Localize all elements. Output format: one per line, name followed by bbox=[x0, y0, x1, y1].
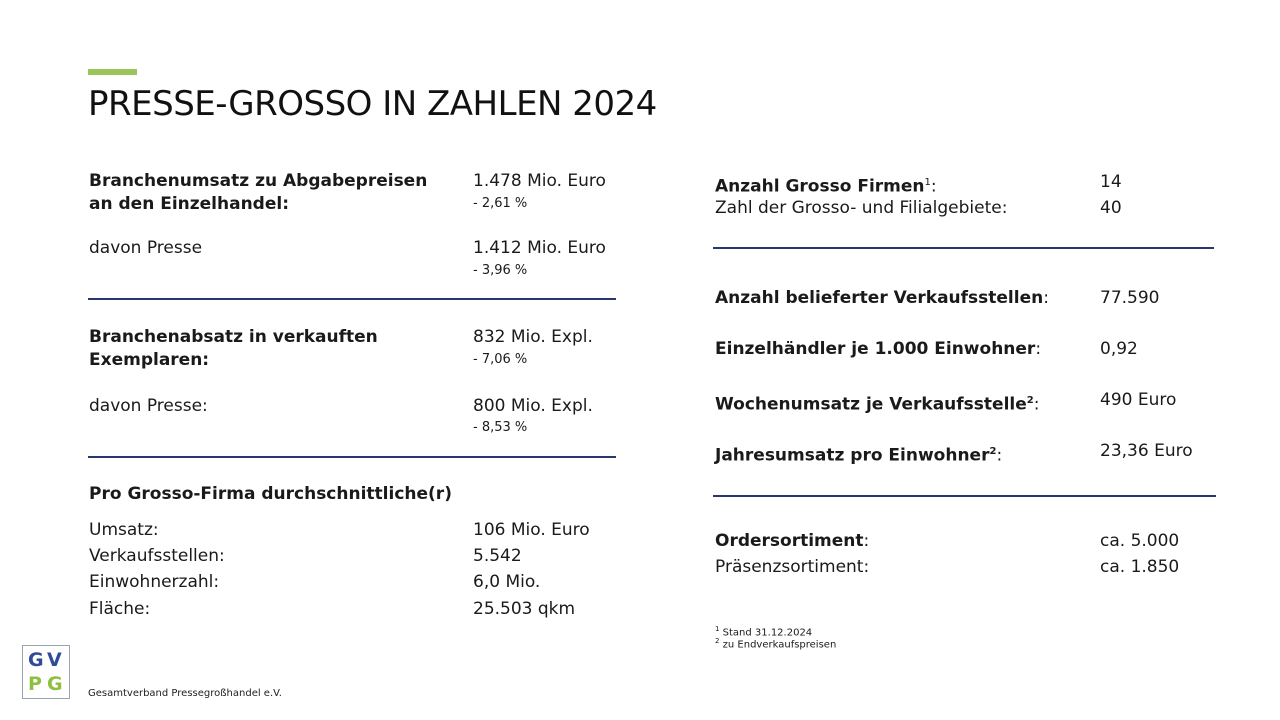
footnote-2 bbox=[715, 635, 836, 651]
firmen-colon: : bbox=[930, 176, 937, 197]
presse-absatz-change: - 8,53 % bbox=[473, 420, 528, 435]
jahresumsatz-row bbox=[715, 440, 1002, 468]
firmen-label: Anzahl Grosso Firmen bbox=[715, 176, 925, 197]
ordersortiment-label: Ordersortiment bbox=[715, 531, 864, 551]
presse-umsatz-label: davon Presse bbox=[89, 238, 203, 258]
wochenumsatz-label: Wochenumsatz je Verkaufsstelle bbox=[715, 394, 1027, 415]
wochenumsatz-colon: : bbox=[1033, 394, 1040, 415]
praesenz-label: Präsenzsortiment: bbox=[715, 557, 870, 577]
pro-firma-row-value: 5.542 bbox=[473, 546, 522, 566]
footnote-2-text: zu Endverkaufspreisen bbox=[722, 639, 837, 651]
wochenumsatz-row bbox=[715, 389, 1039, 417]
praesenz-value: ca. 1.850 bbox=[1100, 557, 1180, 577]
einzelhaendler-value: 0,92 bbox=[1100, 339, 1138, 359]
umsatz-value: 1.478 Mio. Euro bbox=[473, 171, 606, 191]
pro-firma-row-label: Fläche: bbox=[89, 599, 151, 619]
gebiete-value: 40 bbox=[1100, 198, 1122, 218]
jahresumsatz-value: 23,36 Euro bbox=[1100, 441, 1193, 461]
gvpg-logo bbox=[22, 645, 70, 699]
presse-umsatz-value: 1.412 Mio. Euro bbox=[473, 238, 606, 258]
footer-organization: Gesamtverband Pressegroßhandel e.V. bbox=[88, 688, 282, 699]
firmen-label-row bbox=[715, 171, 937, 199]
einzelhaendler-label: Einzelhändler je 1.000 Einwohner bbox=[715, 339, 1036, 359]
verkaufsstellen-value: 77.590 bbox=[1100, 288, 1160, 308]
absatz-label-line1: Branchenabsatz in verkauften bbox=[89, 327, 378, 347]
verkaufsstellen-label: Anzahl belieferter Verkaufsstellen bbox=[715, 288, 1044, 308]
firmen-value: 14 bbox=[1100, 172, 1122, 192]
divider-left-2 bbox=[88, 456, 616, 458]
divider-right-1 bbox=[713, 247, 1214, 249]
pro-firma-heading: Pro Grosso-Firma durchschnittliche(r) bbox=[89, 484, 452, 504]
logo-letter: G bbox=[28, 649, 44, 671]
absatz-label-line2: Exemplaren: bbox=[89, 350, 210, 370]
presse-absatz-label: davon Presse: bbox=[89, 396, 208, 416]
divider-left-1 bbox=[88, 298, 616, 300]
presse-umsatz-change: - 3,96 % bbox=[473, 263, 528, 278]
presse-absatz-value: 800 Mio. Expl. bbox=[473, 396, 593, 416]
divider-right-2 bbox=[713, 495, 1216, 497]
pro-firma-row-label: Umsatz: bbox=[89, 520, 159, 540]
ordersortiment-row bbox=[715, 530, 869, 553]
footnote-1-mark: 1 bbox=[715, 625, 720, 633]
umsatz-change: - 2,61 % bbox=[473, 196, 528, 211]
footnote-2-mark: 2 bbox=[715, 637, 720, 645]
firmen-footnote-mark: 1 bbox=[924, 177, 931, 188]
einzelhaendler-row bbox=[715, 338, 1041, 361]
pro-firma-row-value: 6,0 Mio. bbox=[473, 572, 541, 592]
umsatz-label-line2: an den Einzelhandel: bbox=[89, 194, 290, 214]
pro-firma-row-value: 25.503 qkm bbox=[473, 599, 576, 619]
verkaufsstellen-colon: : bbox=[1043, 288, 1049, 308]
umsatz-label-line1: Branchenumsatz zu Abgabepreisen bbox=[89, 171, 428, 191]
logo-letter: P bbox=[28, 673, 42, 695]
wochenumsatz-footnote-mark: 2 bbox=[1026, 395, 1034, 406]
footnote-1-text: Stand 31.12.2024 bbox=[722, 627, 813, 639]
jahresumsatz-footnote-mark: 2 bbox=[989, 446, 997, 457]
title-accent-bar bbox=[88, 69, 137, 75]
wochenumsatz-value: 490 Euro bbox=[1100, 390, 1177, 410]
jahresumsatz-colon: : bbox=[996, 445, 1003, 466]
pro-firma-row-label: Verkaufsstellen: bbox=[89, 546, 225, 566]
logo-letter: G bbox=[47, 673, 63, 695]
logo-letter: V bbox=[47, 649, 62, 671]
pro-firma-row-label: Einwohnerzahl: bbox=[89, 572, 220, 592]
pro-firma-row-value: 106 Mio. Euro bbox=[473, 520, 590, 540]
ordersortiment-value: ca. 5.000 bbox=[1100, 531, 1180, 551]
page-title: PRESSE-GROSSO IN ZAHLEN 2024 bbox=[88, 84, 657, 124]
einzelhaendler-colon: : bbox=[1035, 339, 1042, 359]
verkaufsstellen-row bbox=[715, 287, 1049, 310]
ordersortiment-colon: : bbox=[863, 531, 870, 551]
jahresumsatz-label: Jahresumsatz pro Einwohner bbox=[715, 445, 990, 466]
gebiete-label: Zahl der Grosso- und Filialgebiete: bbox=[715, 198, 1008, 218]
absatz-value: 832 Mio. Expl. bbox=[473, 327, 593, 347]
absatz-change: - 7,06 % bbox=[473, 352, 528, 367]
